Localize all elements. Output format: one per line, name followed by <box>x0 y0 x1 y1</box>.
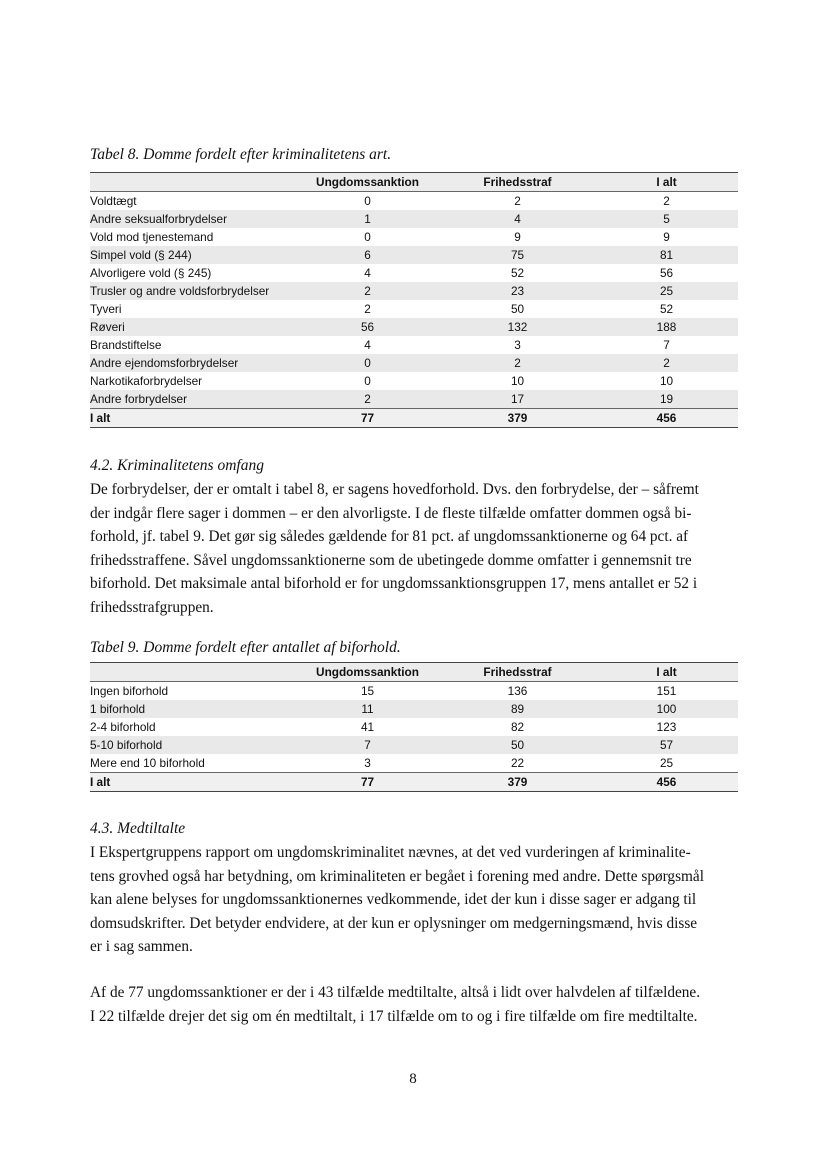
total-i-alt: 456 <box>595 773 738 792</box>
cell-frihedsstraf: 10 <box>510 374 525 388</box>
cell-ungdomssanktion: 2 <box>364 284 371 298</box>
table8 <box>90 172 738 428</box>
table9-header-ungdomssanktion: Ungdomssanktion <box>316 665 419 679</box>
cell-frihedsstraf: 89 <box>510 702 525 716</box>
cell-frihedsstraf: 50 <box>510 302 525 316</box>
table-row <box>90 264 738 282</box>
cell-i-alt: 2 <box>663 194 670 208</box>
table-row <box>90 372 738 390</box>
paragraph-line: kan alene belyses for ungdomssanktionernes vedkommende, idet der kun i disse sager er adgang til <box>90 891 697 909</box>
table9-caption: Tabel 9. Domme fordelt efter antallet af biforhold. <box>90 639 401 656</box>
row-label: Andre ejendomsforbrydelser <box>90 356 239 370</box>
section-4-2-paragraph <box>90 478 736 620</box>
row-label: Røveri <box>90 320 125 334</box>
row-label: Brandstiftelse <box>90 338 162 352</box>
cell-i-alt: 56 <box>659 266 674 280</box>
table-row <box>90 246 738 264</box>
table8-header-ungdomssanktion: Ungdomssanktion <box>316 175 419 189</box>
cell-i-alt: 188 <box>656 320 677 334</box>
row-label: Vold mod tjenestemand <box>90 230 214 244</box>
cell-frihedsstraf: 50 <box>510 738 525 752</box>
table8-header-frihedsstraf: Frihedsstraf <box>483 175 552 189</box>
table9-header-frihedsstraf: Frihedsstraf <box>483 665 552 679</box>
cell-frihedsstraf: 136 <box>507 684 528 698</box>
cell-ungdomssanktion: 4 <box>364 266 371 280</box>
row-label: Mere end 10 biforhold <box>90 756 205 770</box>
section-4-2-heading: 4.2. Kriminalitetens omfang <box>90 457 264 474</box>
table-row <box>90 736 738 754</box>
row-label: 5-10 biforhold <box>90 738 163 752</box>
cell-frihedsstraf: 9 <box>514 230 521 244</box>
row-label: Tyveri <box>90 302 122 316</box>
section-4-3-paragraph-2 <box>90 981 736 1028</box>
paragraph-line: forhold, jf. tabel 9. Det gør sig således gældende for 81 pct. af ungdomssanktionerne og 64 pct. af <box>90 528 689 546</box>
cell-i-alt: 123 <box>656 720 677 734</box>
cell-ungdomssanktion: 11 <box>361 702 374 716</box>
cell-i-alt: 57 <box>659 738 674 752</box>
table8-header-row <box>90 173 738 192</box>
table9-header-row <box>90 663 738 682</box>
section-4-3-heading: 4.3. Medtiltalte <box>90 820 186 837</box>
table-row <box>90 336 738 354</box>
table9-header-label <box>90 663 295 682</box>
table-row <box>90 754 738 773</box>
cell-i-alt: 10 <box>659 374 674 388</box>
row-label: Voldtægt <box>90 194 137 208</box>
cell-ungdomssanktion: 56 <box>360 320 375 334</box>
table-row <box>90 192 738 211</box>
row-label: Simpel vold (§ 244) <box>90 248 192 262</box>
total-ungdomssanktion: 77 <box>295 773 440 792</box>
cell-ungdomssanktion: 6 <box>364 248 371 262</box>
cell-frihedsstraf: 3 <box>514 338 521 352</box>
cell-ungdomssanktion: 0 <box>364 356 371 370</box>
paragraph-line: domsudskrifter. Det betyder endvidere, at der kun er oplysninger om medgerningsmænd, hvis disse <box>90 914 698 932</box>
cell-ungdomssanktion: 4 <box>364 338 371 352</box>
cell-ungdomssanktion: 41 <box>360 720 375 734</box>
cell-frihedsstraf: 75 <box>510 248 525 262</box>
table9-header-i-alt: I alt <box>656 665 677 679</box>
cell-frihedsstraf: 2 <box>514 194 521 208</box>
cell-i-alt: 7 <box>663 338 670 352</box>
paragraph-line: biforhold. Det maksimale antal biforhold er for ungdomssanktionsgruppen 17, mens antallet er 52 i <box>90 575 698 593</box>
cell-frihedsstraf: 22 <box>510 756 525 770</box>
table-row <box>90 390 738 409</box>
table8-header-label <box>90 173 295 192</box>
paragraph-line: De forbrydelser, der er omtalt i tabel 8, er sagens hovedforhold. Dvs. den forbrydelse, der – såfremt <box>90 481 699 498</box>
cell-frihedsstraf: 52 <box>510 266 525 280</box>
cell-i-alt: 151 <box>656 684 677 698</box>
total-ungdomssanktion: 77 <box>295 409 440 428</box>
cell-frihedsstraf: 2 <box>514 356 521 370</box>
paragraph-line: der indgår flere sager i dommen – er den alvorligste. I de fleste tilfælde omfatter dommen også bi- <box>90 504 692 522</box>
table8-total-row <box>90 409 738 428</box>
cell-i-alt: 81 <box>659 248 674 262</box>
paragraph-line: Af de 77 ungdomssanktioner er der i 43 tilfælde medtiltalte, altså i lidt over halvdelen af tilfældene. <box>90 984 701 1001</box>
total-frihedsstraf: 379 <box>440 773 595 792</box>
table-row <box>90 718 738 736</box>
table-row <box>90 228 738 246</box>
paragraph-line: I 22 tilfælde drejer det sig om én medtiltalt, i 17 tilfælde om to og i fire tilfælde om fire medtiltalte. <box>90 1007 698 1025</box>
page-number: 8 <box>409 1071 417 1087</box>
cell-frihedsstraf: 17 <box>510 392 525 406</box>
total-label: I alt <box>90 773 295 792</box>
table-row <box>90 210 738 228</box>
total-frihedsstraf: 379 <box>440 409 595 428</box>
cell-frihedsstraf: 4 <box>514 212 521 226</box>
cell-i-alt: 9 <box>663 230 670 244</box>
section-4-3-paragraph <box>90 841 736 959</box>
table-row <box>90 282 738 300</box>
row-label: Ingen biforhold <box>90 684 169 698</box>
table-row <box>90 300 738 318</box>
cell-i-alt: 2 <box>663 356 670 370</box>
cell-ungdomssanktion: 0 <box>364 230 371 244</box>
table-row <box>90 700 738 718</box>
paragraph-line: tens grovhed også har betydning, om kriminaliteten er begået i forening med andre. Dette spørgsmål <box>90 867 704 885</box>
paragraph-line: I Ekspertgruppens rapport om ungdomskriminalitet nævnes, at det ved vurderingen af kriminalite- <box>90 844 691 861</box>
cell-frihedsstraf: 23 <box>510 284 525 298</box>
paragraph-line: er i sag sammen. <box>90 938 193 956</box>
total-i-alt: 456 <box>595 409 738 428</box>
cell-ungdomssanktion: 2 <box>364 302 371 316</box>
table-row <box>90 682 738 701</box>
table9-total-row <box>90 773 738 792</box>
table8-header-i-alt: I alt <box>656 175 677 189</box>
cell-ungdomssanktion: 2 <box>364 392 371 406</box>
cell-ungdomssanktion: 7 <box>364 738 371 752</box>
row-label: Narkotikaforbrydelser <box>90 374 203 388</box>
total-label: I alt <box>90 409 295 428</box>
cell-ungdomssanktion: 0 <box>364 374 371 388</box>
cell-ungdomssanktion: 15 <box>360 684 375 698</box>
table-row <box>90 354 738 372</box>
cell-i-alt: 5 <box>663 212 670 226</box>
cell-ungdomssanktion: 3 <box>364 756 371 770</box>
cell-ungdomssanktion: 1 <box>364 212 371 226</box>
row-label: 1 biforhold <box>90 702 146 716</box>
table9 <box>90 662 738 792</box>
row-label: Andre seksualforbrydelser <box>90 212 228 226</box>
row-label: Trusler og andre voldsforbrydelser <box>90 284 270 298</box>
cell-frihedsstraf: 132 <box>507 320 528 334</box>
cell-ungdomssanktion: 0 <box>364 194 371 208</box>
cell-i-alt: 100 <box>656 702 677 716</box>
cell-i-alt: 19 <box>659 392 674 406</box>
row-label: 2-4 biforhold <box>90 720 156 734</box>
cell-i-alt: 25 <box>659 284 674 298</box>
table8-caption: Tabel 8. Domme fordelt efter kriminalitetens art. <box>90 146 392 163</box>
row-label: Andre forbrydelser <box>90 392 188 406</box>
paragraph-line: frihedsstraffene. Såvel ungdomssanktionerne som de ubetingede domme omfatter i gennemsnit tre <box>90 551 692 569</box>
row-label: Alvorligere vold (§ 245) <box>90 266 212 280</box>
paragraph-line: frihedsstrafgruppen. <box>90 598 214 616</box>
cell-i-alt: 25 <box>659 756 674 770</box>
cell-i-alt: 52 <box>659 302 674 316</box>
cell-frihedsstraf: 82 <box>510 720 525 734</box>
table-row <box>90 318 738 336</box>
